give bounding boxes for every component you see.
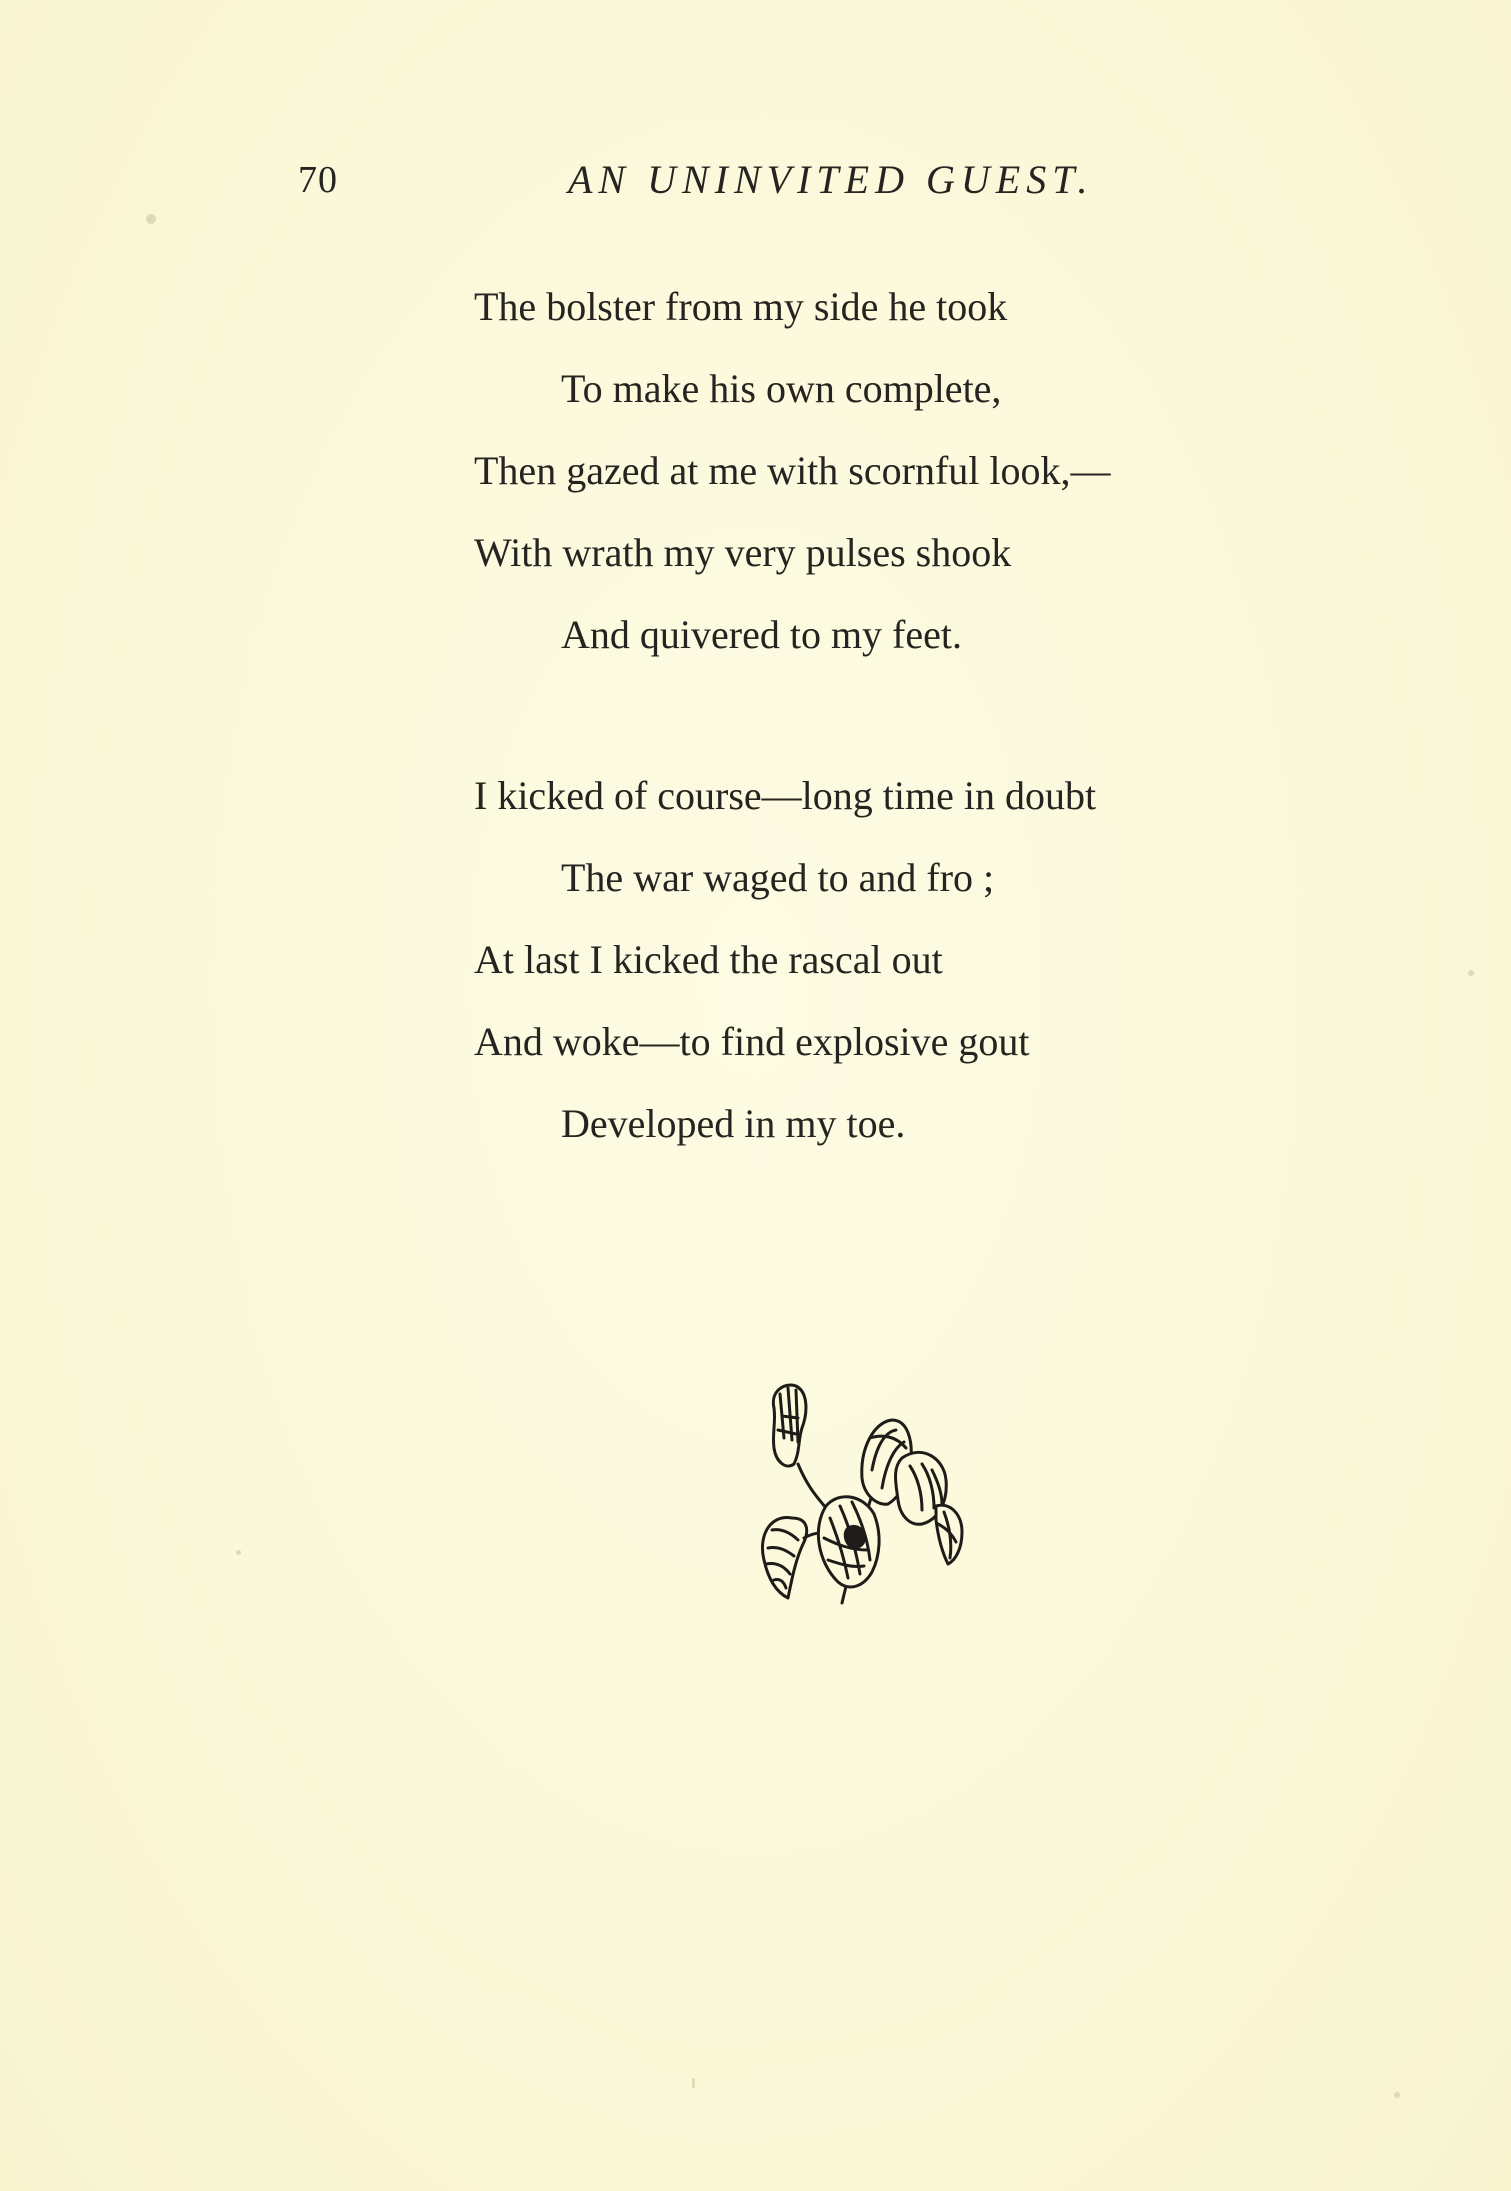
poem-line: The war waged to and fro ; <box>561 855 995 900</box>
running-title: AN UNINVITED GUEST. <box>568 157 1094 202</box>
cyclamen-flower-icon <box>752 1378 968 1608</box>
poem-line: At last I kicked the rascal out <box>474 937 943 982</box>
paper-speck <box>1468 970 1474 976</box>
poem-stanza-2 <box>474 767 1096 1177</box>
poem-line: Then gazed at me with scornful look,— <box>474 448 1111 493</box>
paper-speck <box>1394 2092 1400 2098</box>
poem-line: Developed in my toe. <box>561 1101 906 1146</box>
poem-stanza-1 <box>474 278 1110 688</box>
paper-speck <box>146 214 156 224</box>
paper-speck <box>692 2078 695 2088</box>
poem-line: And woke—to find explosive gout <box>474 1019 1030 1064</box>
poem-line: And quivered to my feet. <box>561 612 962 657</box>
page-number: 70 <box>298 159 338 201</box>
poem-line: With wrath my very pulses shook <box>474 530 1012 575</box>
paper-speck <box>236 1550 241 1555</box>
poem-line: I kicked of course—long time in doubt <box>474 773 1097 818</box>
poem-line: The bolster from my side he took <box>474 284 1008 329</box>
poem-line: To make his own complete, <box>561 366 1002 411</box>
